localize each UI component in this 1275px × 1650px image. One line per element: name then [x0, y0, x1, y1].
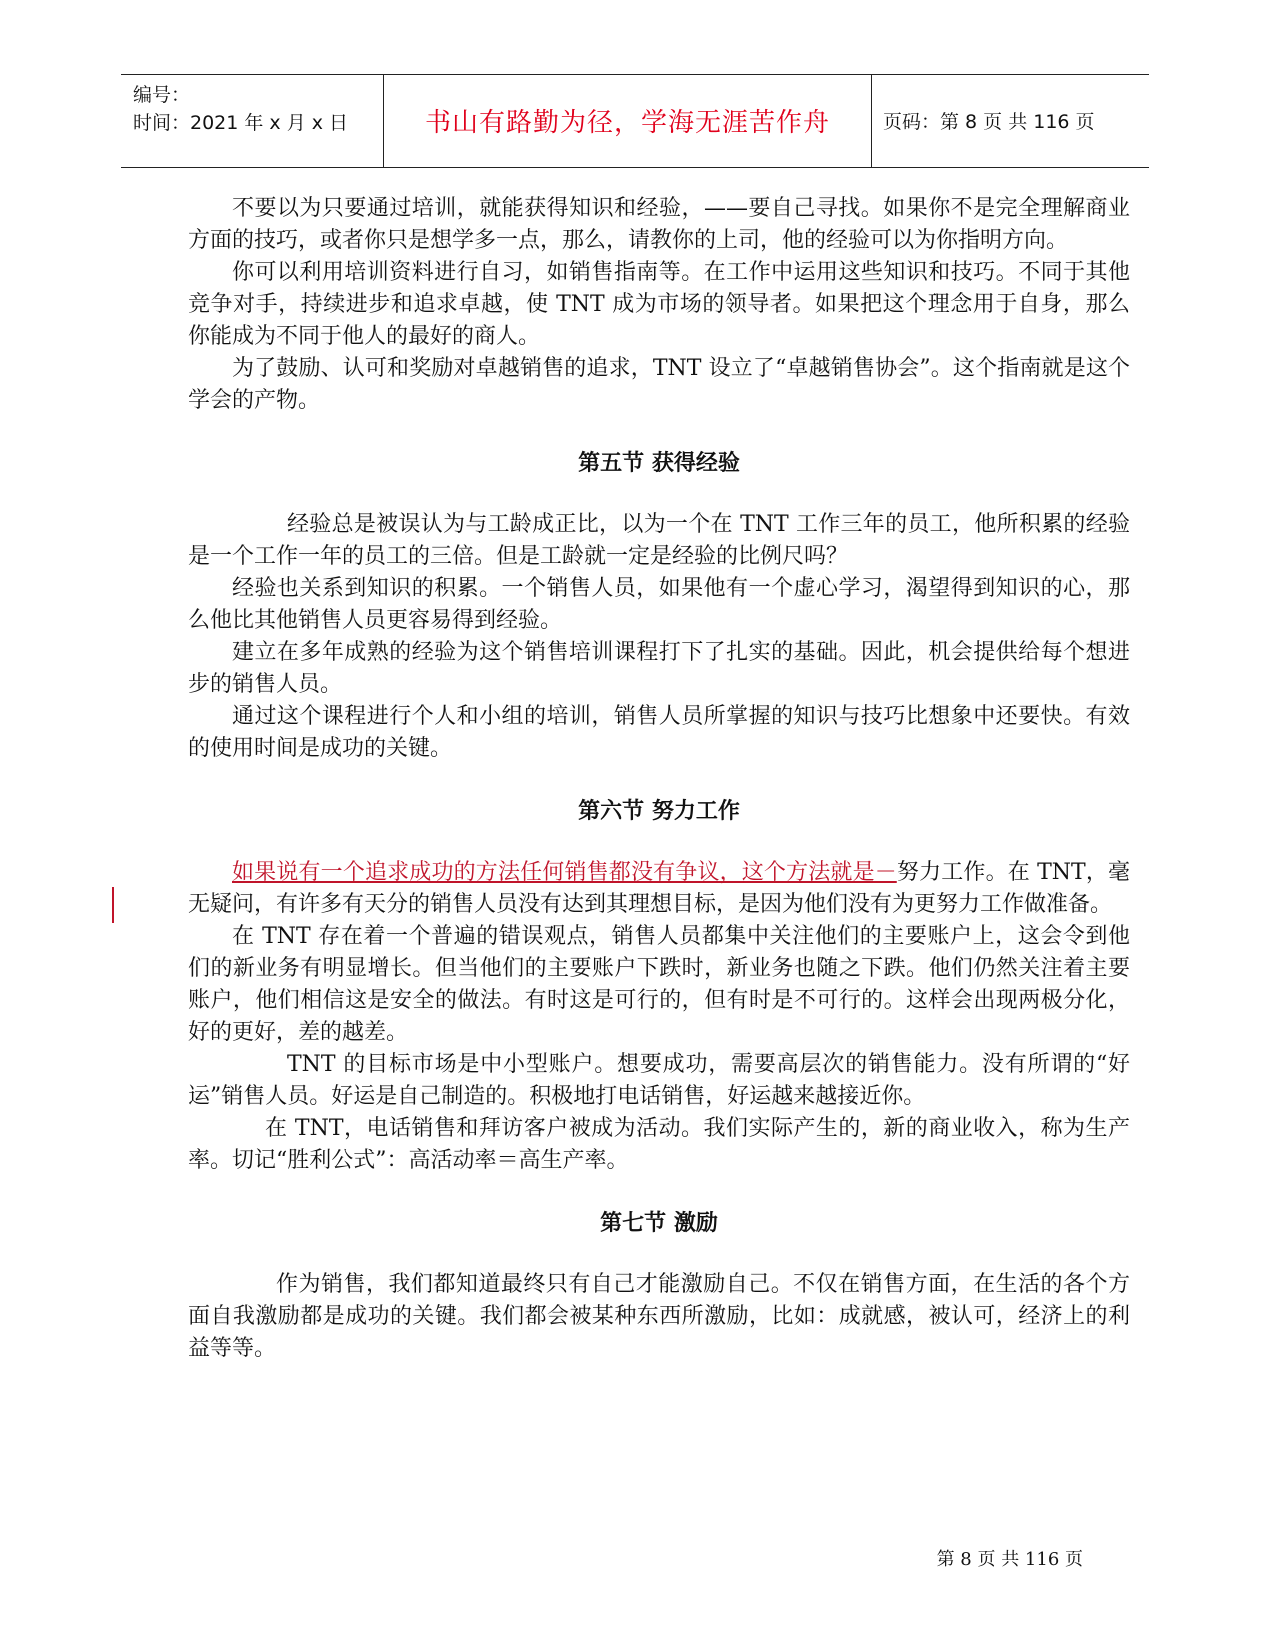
page-header	[121, 74, 1149, 168]
paragraph: 通过这个课程进行个人和小组的培训，销售人员所掌握的知识与技巧比想象中还要快。有效的使用时间是成功的关键。	[188, 704, 1130, 761]
paragraph: 建立在多年成熟的经验为这个销售培训课程打下了扎实的基础。因此，机会提供给每个想进步的销售人员。	[188, 640, 1130, 697]
section-heading: 第七节 激励	[600, 1210, 718, 1236]
document-body	[188, 193, 1130, 1365]
header-meta-cell	[121, 75, 383, 167]
paragraph: 在 TNT，电话销售和拜访客户被成为活动。我们实际产生的，新的商业收入，称为生产率。切记“胜利公式”：高活动率＝高生产率。	[188, 1116, 1130, 1173]
revision-bar	[112, 887, 114, 923]
header-page-number: 页码：第 8 页 共 116 页	[883, 111, 1095, 133]
paragraph-text: 努力工作。在 TNT，毫无疑问，有许多有天分的销售人员没有达到其理想目标，是因为他们没有为更努力工作做准备。	[188, 860, 1130, 917]
header-motto: 书山有路勤为径，学海无涯苦作舟	[424, 108, 830, 138]
document-code-label: 编号：	[133, 84, 191, 106]
footer-page-number: 第 8 页 共 116 页	[936, 1549, 1083, 1570]
document-date: 时间：2021 年 x 月 x 日	[133, 112, 349, 134]
paragraph	[188, 857, 1130, 921]
paragraph: TNT 的目标市场是中小型账户。想要成功，需要高层次的销售能力。没有所谓的“好运”销售人员。好运是自己制造的。积极地打电话销售，好运越来越接近你。	[188, 1052, 1130, 1109]
paragraph: 在 TNT 存在着一个普遍的错误观点，销售人员都集中关注他们的主要账户上，这会令到他们的新业务有明显增长。但当他们的主要账户下跌时，新业务也随之下跌。他们仍然关注着主要账户，他们相信这是安全的做法。有时这是可行的，但有时是不可行的。这样会出现两极分化，好的更好，差的越差。	[188, 924, 1130, 1045]
tracked-change-text: 如果说有一个追求成功的方法任何销售都没有争议，这个方法就是－	[232, 860, 897, 885]
paragraph: 经验总是被误认为与工龄成正比，以为一个在 TNT 工作三年的员工，他所积累的经验是一个工作一年的员工的三倍。但是工龄就一定是经验的比例尺吗？	[188, 512, 1130, 569]
section-heading: 第六节 努力工作	[578, 798, 740, 824]
paragraph: 不要以为只要通过培训，就能获得知识和经验，——要自己寻找。如果你不是完全理解商业方面的技巧，或者你只是想学多一点，那么，请教你的上司，他的经验可以为你指明方向。	[188, 196, 1130, 253]
paragraph: 经验也关系到知识的积累。一个销售人员，如果他有一个虚心学习，渴望得到知识的心，那么他比其他销售人员更容易得到经验。	[188, 576, 1130, 633]
header-motto-cell	[383, 75, 872, 167]
paragraph: 为了鼓励、认可和奖励对卓越销售的追求，TNT 设立了“卓越销售协会”。这个指南就是这个学会的产物。	[188, 356, 1130, 413]
paragraph: 作为销售，我们都知道最终只有自己才能激励自己。不仅在销售方面，在生活的各个方面自我激励都是成功的关键。我们都会被某种东西所激励，比如：成就感，被认可，经济上的利益等等。	[188, 1272, 1130, 1361]
paragraph: 你可以利用培训资料进行自习，如销售指南等。在工作中运用这些知识和技巧。不同于其他竞争对手，持续进步和追求卓越，使 TNT 成为市场的领导者。如果把这个理念用于自身，那么你能成为不同于他人的最好的商人。	[188, 260, 1130, 349]
section-heading: 第五节 获得经验	[578, 450, 740, 476]
header-page-cell	[871, 75, 1149, 167]
